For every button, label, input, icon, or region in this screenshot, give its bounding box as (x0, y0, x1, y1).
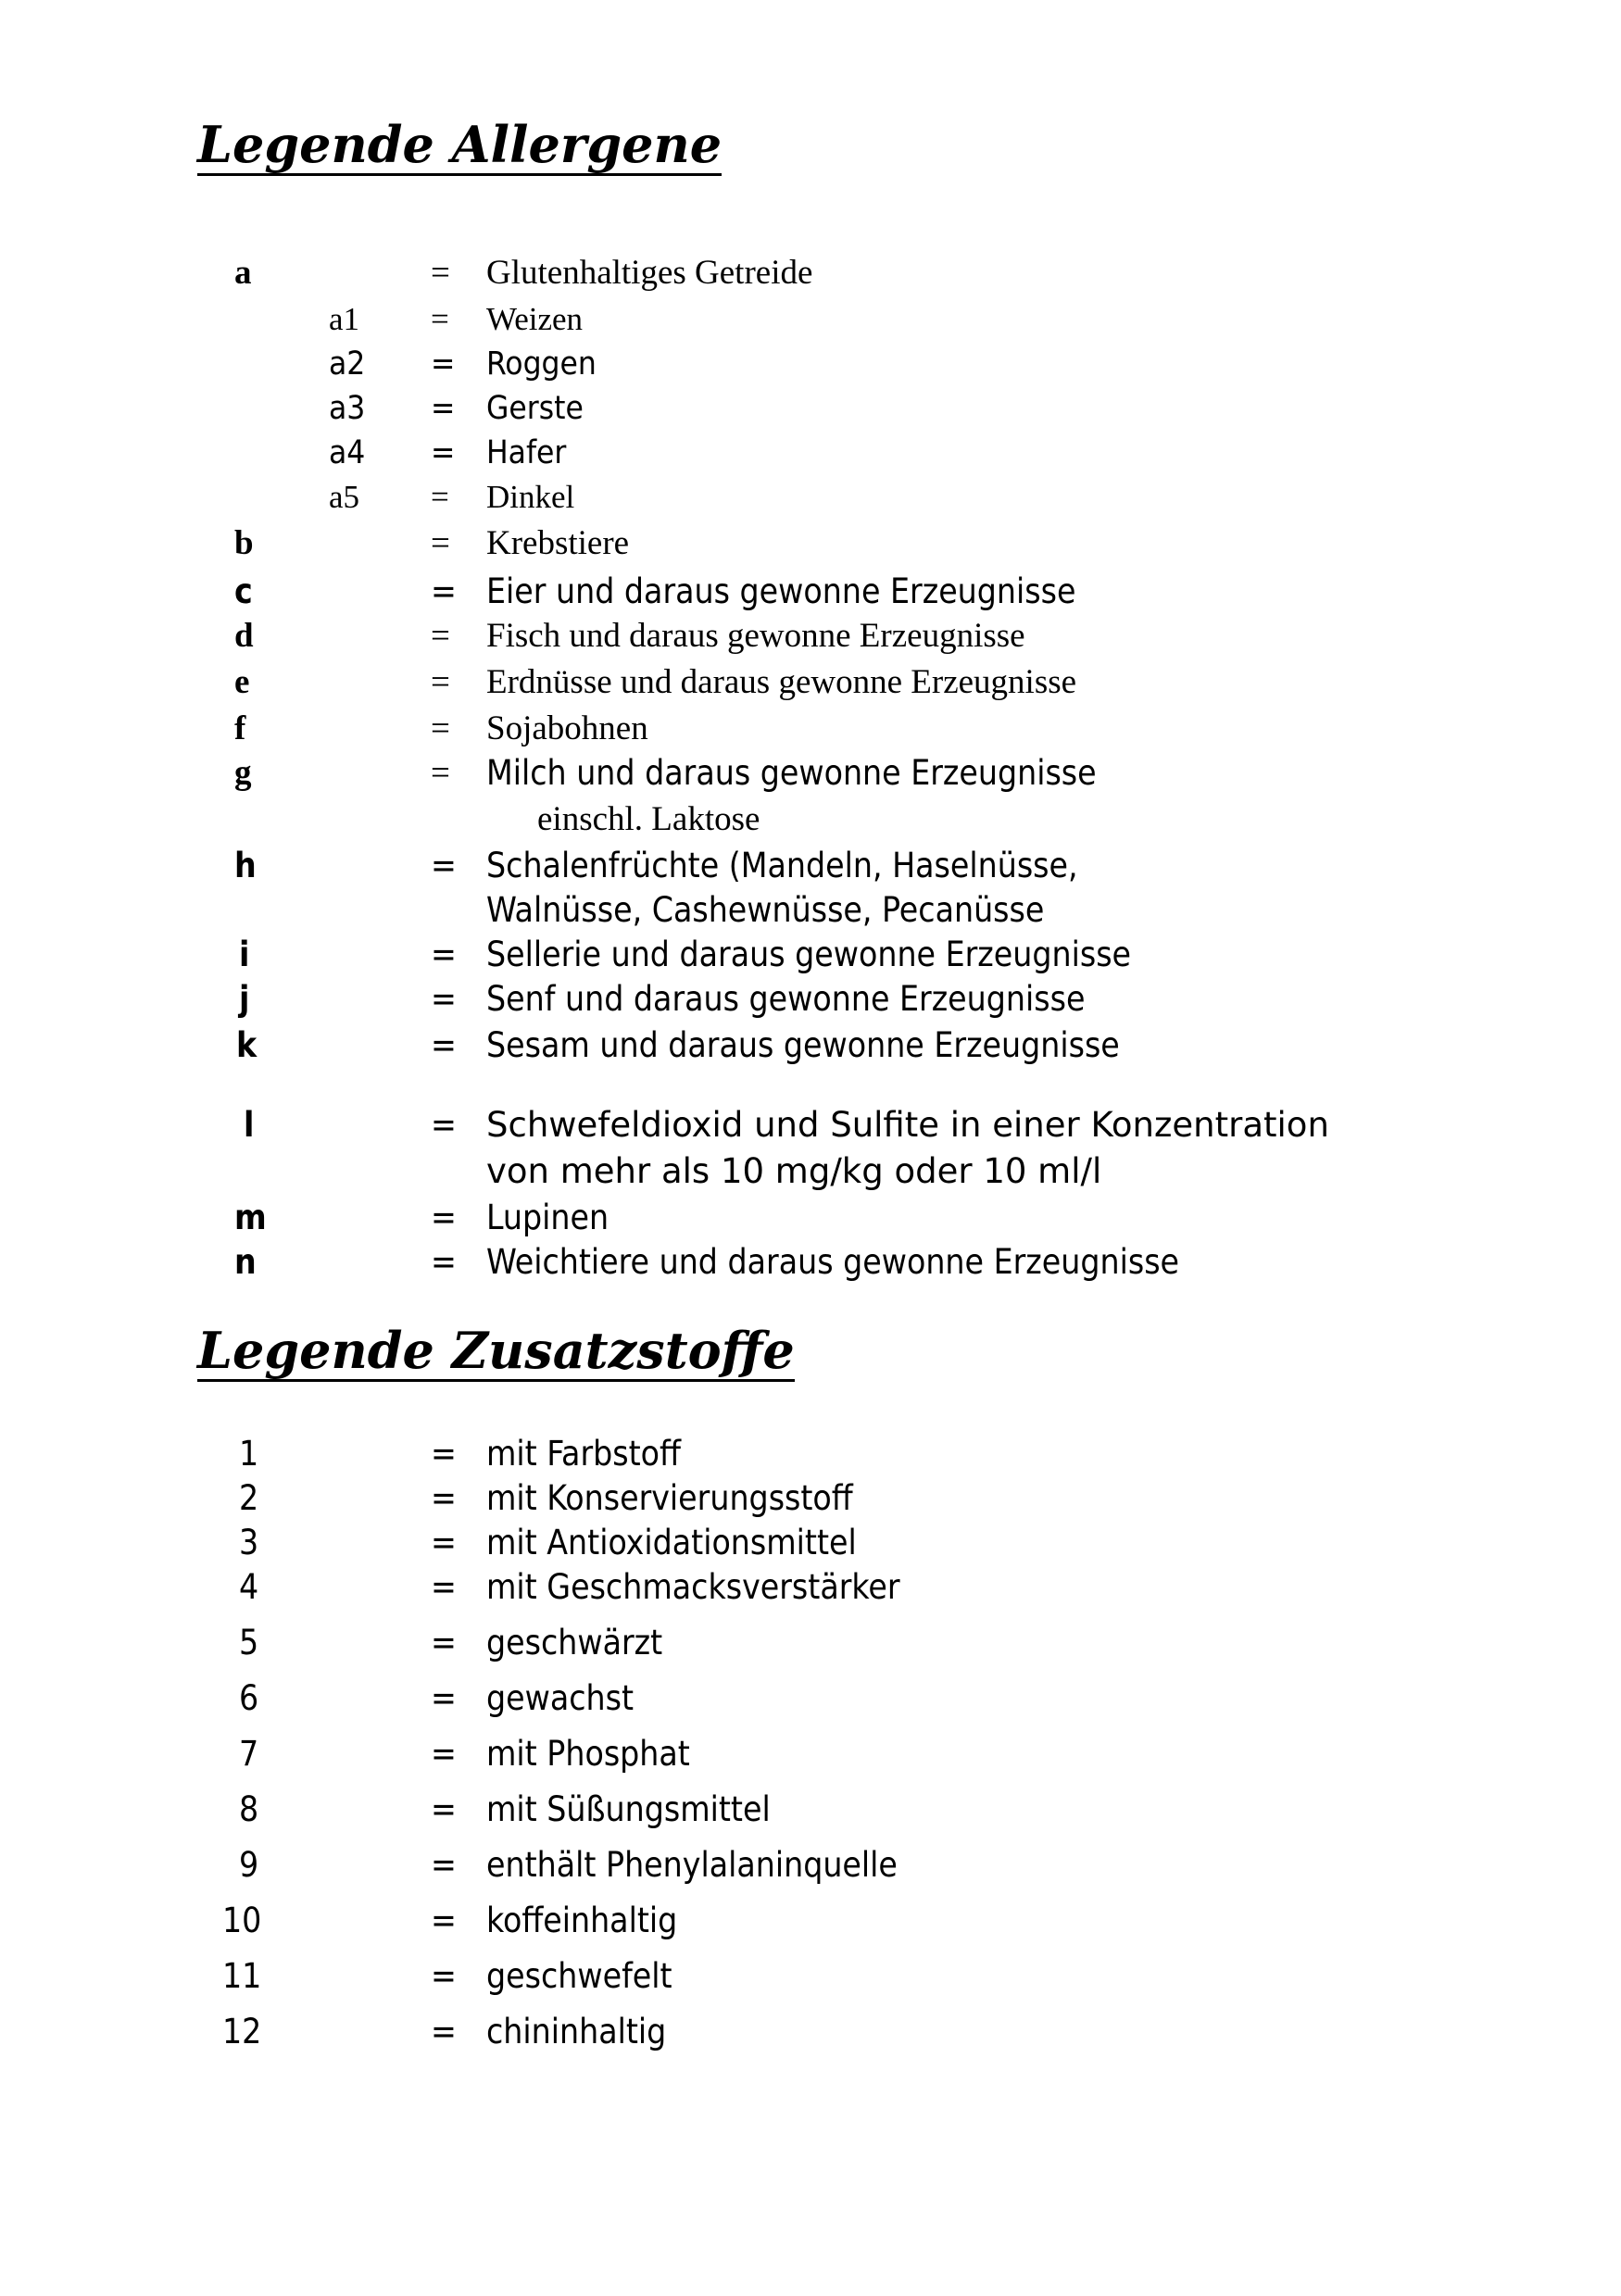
equals-sign: = (431, 2012, 457, 2051)
allergen-description: Erdnüsse und daraus gewonne Erzeugnisse (486, 663, 1077, 701)
allergen-code: l (244, 1105, 255, 1145)
section-heading-zusatzstoffe: Legende Zusatzstoffe (197, 1321, 795, 1380)
additive-code: 6 (239, 1678, 259, 1718)
allergen-code: a4 (329, 434, 366, 471)
allergen-code: d (234, 617, 254, 655)
additive-code: 3 (239, 1523, 259, 1562)
equals-sign: = (431, 1789, 457, 1829)
allergen-description: Krebstiere (486, 524, 630, 562)
additive-code: 12 (222, 2012, 262, 2051)
equals-sign: = (431, 663, 450, 701)
additive-description: chininhaltig (486, 2012, 667, 2051)
allergen-description: Weichtiere und daraus gewonne Erzeugnisse (486, 1242, 1180, 1282)
allergen-code: b (234, 524, 254, 562)
equals-sign: = (431, 479, 449, 515)
equals-sign: = (431, 1734, 457, 1774)
equals-sign: = (431, 935, 457, 974)
additive-code: 11 (222, 1956, 262, 1996)
allergen-description: Gerste (486, 390, 584, 427)
additive-description: enthält Phenylalaninquelle (486, 1845, 898, 1885)
additive-code: 1 (239, 1434, 259, 1474)
allergen-code: k (236, 1025, 258, 1065)
allergen-code: j (239, 979, 250, 1019)
equals-sign: = (431, 390, 456, 427)
additive-code: 9 (239, 1845, 259, 1885)
additive-description: mit Phosphat (486, 1734, 690, 1774)
additive-description: geschwefelt (486, 1956, 672, 1996)
allergen-description: Schalenfrüchte (Mandeln, Haselnüsse, (486, 846, 1078, 885)
allergen-code: h (234, 846, 257, 885)
allergen-code: a (234, 254, 252, 292)
additive-description: mit Farbstoff (486, 1434, 681, 1474)
allergen-code: f (234, 709, 246, 747)
allergen-description: Sellerie und daraus gewonne Erzeugnisse (486, 935, 1132, 974)
allergen-description: Fisch und daraus gewonne Erzeugnisse (486, 617, 1025, 655)
allergen-description-continuation: von mehr als 10 mg/kg oder 10 ml/l (486, 1151, 1102, 1191)
allergen-code: i (239, 935, 250, 974)
allergen-description-continuation: Walnüsse, Cashewnüsse, Pecanüsse (486, 890, 1045, 930)
equals-sign: = (431, 434, 456, 471)
additive-description: koffeinhaltig (486, 1901, 678, 1940)
equals-sign: = (431, 1678, 457, 1718)
section-heading-allergene: Legende Allergene (197, 115, 723, 174)
allergen-description: Hafer (486, 434, 567, 471)
allergen-description: Senf und daraus gewonne Erzeugnisse (486, 979, 1086, 1019)
equals-sign: = (431, 1845, 457, 1885)
equals-sign: = (431, 1623, 457, 1662)
allergen-code: a1 (329, 301, 360, 337)
equals-sign: = (431, 1242, 457, 1282)
allergen-code: n (234, 1242, 257, 1282)
equals-sign: = (431, 1105, 457, 1145)
additive-description: mit Konservierungsstoff (486, 1478, 853, 1518)
additive-description: gewachst (486, 1678, 635, 1718)
equals-sign: = (431, 345, 456, 383)
equals-sign: = (431, 254, 450, 292)
allergen-description: Lupinen (486, 1198, 609, 1237)
allergen-description: Sojabohnen (486, 709, 648, 747)
additive-description: mit Süßungsmittel (486, 1789, 771, 1829)
additive-code: 7 (239, 1734, 259, 1774)
allergen-code: a2 (329, 345, 366, 383)
additive-code: 10 (222, 1901, 262, 1940)
equals-sign: = (431, 524, 450, 562)
equals-sign: = (431, 846, 457, 885)
allergen-code: e (234, 663, 250, 701)
allergen-code: a3 (329, 390, 366, 427)
equals-sign: = (431, 1567, 457, 1607)
additive-description: geschwärzt (486, 1623, 663, 1662)
equals-sign: = (431, 1901, 457, 1940)
allergen-code: c (234, 571, 253, 611)
allergen-description: Glutenhaltiges Getreide (486, 254, 813, 292)
additive-code: 2 (239, 1478, 259, 1518)
additive-code: 8 (239, 1789, 259, 1829)
allergen-code: a5 (329, 479, 360, 515)
equals-sign: = (431, 979, 457, 1019)
additive-description: mit Antioxidationsmittel (486, 1523, 857, 1562)
equals-sign: = (431, 1198, 457, 1237)
equals-sign: = (431, 1478, 457, 1518)
allergen-description: Schwefeldioxid und Sulfite in einer Konzentration (486, 1105, 1329, 1145)
allergen-description-continuation: einschl. Laktose (537, 800, 760, 838)
equals-sign: = (431, 754, 450, 792)
equals-sign: = (431, 1025, 457, 1065)
equals-sign: = (431, 617, 450, 655)
equals-sign: = (431, 301, 449, 337)
equals-sign: = (431, 571, 457, 611)
additive-code: 4 (239, 1567, 259, 1607)
allergen-description: Dinkel (486, 479, 575, 515)
allergen-description: Milch und daraus gewonne Erzeugnisse (486, 753, 1097, 793)
equals-sign: = (431, 1523, 457, 1562)
equals-sign: = (431, 709, 450, 747)
additive-description: mit Geschmacksverstärker (486, 1567, 900, 1607)
allergen-description: Weizen (486, 301, 584, 337)
allergen-description: Sesam und daraus gewonne Erzeugnisse (486, 1025, 1120, 1065)
equals-sign: = (431, 1956, 457, 1996)
allergen-code: m (234, 1198, 267, 1237)
allergen-description: Eier und daraus gewonne Erzeugnisse (486, 571, 1076, 611)
equals-sign: = (431, 1434, 457, 1474)
allergen-code: g (234, 754, 252, 792)
additive-code: 5 (239, 1623, 259, 1662)
allergen-description: Roggen (486, 345, 597, 383)
